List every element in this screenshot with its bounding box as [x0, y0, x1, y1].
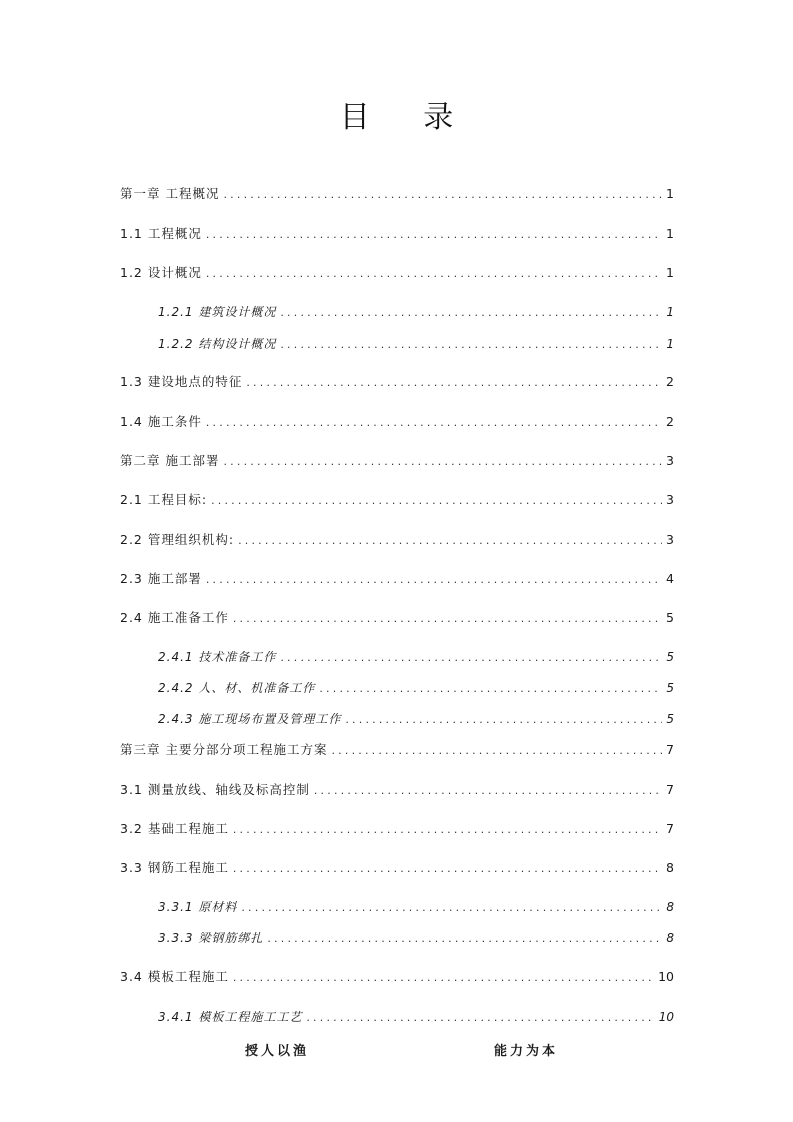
toc-entry[interactable]: [120, 225, 674, 243]
toc-entry-label: 2.4.1 技术准备工作: [158, 650, 277, 664]
toc-entry-label: 2.4.3 施工现场布置及管理工作: [158, 712, 342, 726]
toc-entry-page-number: 2: [666, 374, 674, 389]
toc-entry[interactable]: [120, 859, 674, 877]
toc-entry-page-number: 5: [666, 610, 674, 625]
toc-dot-leader: [280, 650, 662, 666]
toc-entry-label: 3.4 模板工程施工: [120, 969, 229, 984]
toc-entry[interactable]: [120, 609, 674, 627]
toc-entry-page-number: 8: [666, 900, 674, 914]
toc-entry-page-number: 8: [666, 931, 674, 945]
toc-entry-page-number: 1: [666, 337, 674, 351]
toc-entry-label: 2.1 工程目标:: [120, 492, 208, 507]
toc-dot-leader: [331, 743, 662, 759]
toc-entry-label: 3.1 测量放线、轴线及标高控制: [120, 782, 310, 797]
toc-entry-label: 1.4 施工条件: [120, 414, 202, 429]
toc-dot-leader: [206, 415, 662, 431]
toc-dot-leader: [223, 187, 662, 203]
toc-subentry[interactable]: [158, 710, 674, 728]
toc-entry-page-number: 1: [666, 186, 674, 201]
toc-entry-label: 3.3.3 梁钢筋绑扎: [158, 931, 264, 945]
toc-entry-page-number: 4: [666, 571, 674, 586]
toc-entry-page-number: 2: [666, 414, 674, 429]
toc-entry[interactable]: [120, 820, 674, 838]
toc-entry[interactable]: [120, 452, 674, 470]
footer-left-motto: 授人以渔: [245, 1044, 310, 1059]
toc-subentry[interactable]: [158, 335, 674, 353]
toc-entry-label: 2.4 施工准备工作: [120, 610, 229, 625]
toc-dot-leader: [267, 931, 662, 947]
toc-subentry[interactable]: [158, 929, 674, 947]
toc-dot-leader: [246, 375, 662, 391]
toc-entry[interactable]: [120, 781, 674, 799]
toc-dot-leader: [314, 783, 662, 799]
toc-subentry[interactable]: [158, 648, 674, 666]
toc-dot-leader: [211, 493, 662, 509]
toc-entry[interactable]: [120, 570, 674, 588]
toc-entry-page-number: 3: [666, 532, 674, 547]
toc-entry-page-number: 1: [666, 265, 674, 280]
page-footer: [0, 1040, 793, 1060]
toc-entry-label: 2.3 施工部署: [120, 571, 202, 586]
toc-entry-page-number: 3: [666, 453, 674, 468]
toc-dot-leader: [233, 822, 662, 838]
toc-entry-label: 2.4.2 人、材、机准备工作: [158, 681, 316, 695]
toc-dot-leader: [241, 900, 662, 916]
toc-entry[interactable]: [120, 968, 674, 986]
toc-entry-label: 第二章 施工部署: [120, 453, 220, 468]
toc-entry-page-number: 10: [658, 1010, 674, 1024]
toc-entry-page-number: 8: [666, 860, 674, 875]
toc-entry[interactable]: [120, 413, 674, 431]
toc-entry-label: 第一章 工程概况: [120, 186, 220, 201]
toc-dot-leader: [223, 454, 662, 470]
toc-entry-page-number: 3: [666, 492, 674, 507]
toc-dot-leader: [345, 712, 662, 728]
toc-entry-page-number: 1: [666, 305, 674, 319]
toc-dot-leader: [233, 861, 662, 877]
toc-entry[interactable]: [120, 531, 674, 549]
toc-entry[interactable]: [120, 185, 674, 203]
toc-entry-page-number: 7: [666, 742, 674, 757]
toc-entry-page-number: 5: [666, 712, 674, 726]
toc-entry[interactable]: [120, 373, 674, 391]
toc-entry[interactable]: [120, 264, 674, 282]
toc-subentry[interactable]: [158, 303, 674, 321]
toc-entry-label: 第三章 主要分部分项工程施工方案: [120, 742, 328, 757]
toc-entry-label: 1.2.1 建筑设计概况: [158, 305, 277, 319]
toc-entry-label: 3.4.1 模板工程施工工艺: [158, 1010, 303, 1024]
toc-dot-leader: [233, 970, 654, 986]
toc-dot-leader: [319, 681, 662, 697]
toc-entry-label: 3.3.1 原材料: [158, 900, 238, 914]
toc-dot-leader: [280, 337, 662, 353]
toc-dot-leader: [280, 305, 662, 321]
toc-entry-label: 1.2.2 结构设计概况: [158, 337, 277, 351]
toc-entry-page-number: 10: [658, 969, 674, 984]
footer-right-motto: 能力为本: [494, 1044, 559, 1059]
toc-entry-page-number: 5: [666, 681, 674, 695]
toc-entry-label: 1.3 建设地点的特征: [120, 374, 243, 389]
toc-dot-leader: [306, 1010, 654, 1026]
toc-dot-leader: [206, 266, 662, 282]
toc-dot-leader: [233, 611, 662, 627]
toc-entry-label: 3.3 钢筋工程施工: [120, 860, 229, 875]
toc-entry-page-number: 1: [666, 226, 674, 241]
toc-entry[interactable]: [120, 741, 674, 759]
toc-entry-label: 1.1 工程概况: [120, 226, 202, 241]
toc-subentry[interactable]: [158, 679, 674, 697]
toc-entry[interactable]: [120, 491, 674, 509]
toc-dot-leader: [238, 533, 662, 549]
toc-entry-label: 3.2 基础工程施工: [120, 821, 229, 836]
toc-subentry[interactable]: [158, 1008, 674, 1026]
toc-dot-leader: [206, 572, 662, 588]
page-title: 目 录: [339, 100, 476, 135]
toc-subentry[interactable]: [158, 898, 674, 916]
toc-dot-leader: [206, 227, 662, 243]
toc-entry-label: 2.2 管理组织机构:: [120, 532, 235, 547]
toc-entry-page-number: 5: [666, 650, 674, 664]
toc-entry-page-number: 7: [666, 821, 674, 836]
toc-entry-page-number: 7: [666, 782, 674, 797]
toc-entry-label: 1.2 设计概况: [120, 265, 202, 280]
